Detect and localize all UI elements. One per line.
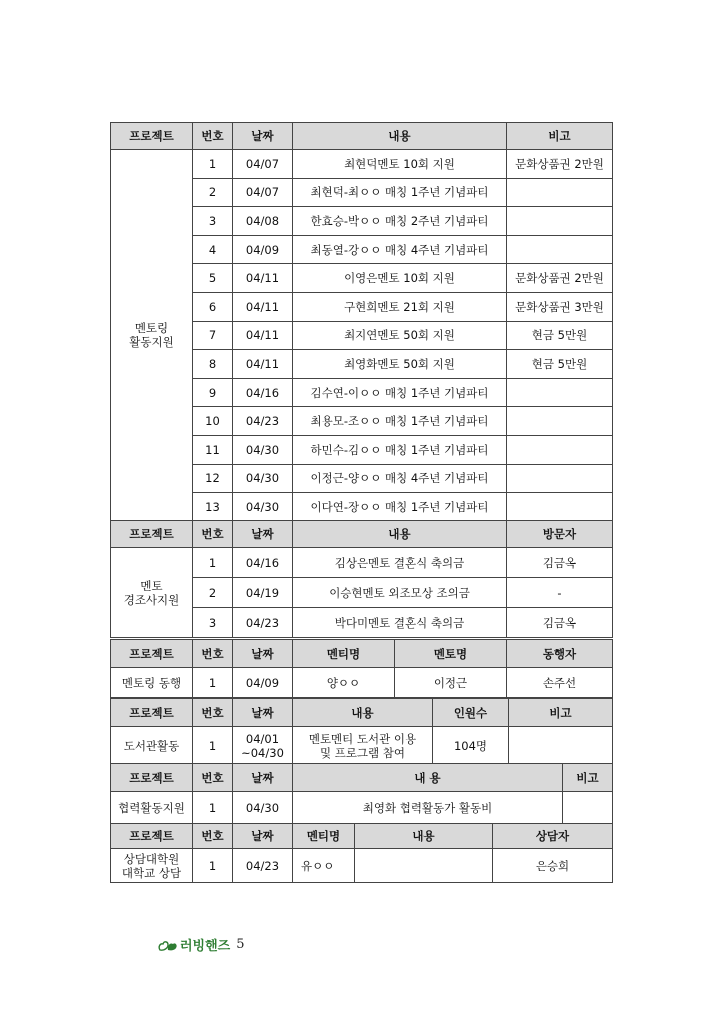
row-number: 1 xyxy=(193,727,233,765)
page-number: 5 xyxy=(236,937,245,952)
row-note xyxy=(507,464,613,493)
row-number: 3 xyxy=(193,207,233,236)
row-mentee: 양ㅇㅇ xyxy=(293,668,395,698)
header-content: 내용 xyxy=(293,123,507,150)
row-date: 04/09 xyxy=(233,668,293,698)
row-visitor: - xyxy=(507,578,613,608)
row-mentee: 유ㅇㅇ xyxy=(293,849,355,883)
row-number: 13 xyxy=(193,493,233,522)
row-content: 최영화멘토 50회 지원 xyxy=(293,350,507,379)
row-content xyxy=(355,849,493,883)
brand-name: 러빙핸즈 xyxy=(180,939,231,954)
row-number: 12 xyxy=(193,464,233,493)
header-date: 날짜 xyxy=(233,640,293,668)
header-note: 비고 xyxy=(507,123,613,150)
row-number: 10 xyxy=(193,407,233,436)
row-counselor: 은승희 xyxy=(493,849,613,883)
row-content: 하민수-김ㅇㅇ 매칭 1주년 기념파티 xyxy=(293,435,507,464)
row-number: 11 xyxy=(193,435,233,464)
row-content: 구현희멘토 21회 지원 xyxy=(293,292,507,321)
table-header-row xyxy=(111,824,613,849)
row-note: 현금 5만원 xyxy=(507,350,613,379)
row-note xyxy=(507,235,613,264)
row-number: 8 xyxy=(193,350,233,379)
row-content: 최현덕-최ㅇㅇ 매칭 1주년 기념파티 xyxy=(293,178,507,207)
header-number: 번호 xyxy=(193,640,233,668)
project-cell: 협력활동지원 xyxy=(111,792,193,824)
row-mentor: 이정근 xyxy=(395,668,507,698)
header-project: 프로젝트 xyxy=(111,699,193,727)
header-number: 번호 xyxy=(193,699,233,727)
row-date: 04/01 ~04/30 xyxy=(233,727,293,765)
row-date: 04/19 xyxy=(233,578,293,608)
row-visitor: 김금옥 xyxy=(507,548,613,578)
project-cell: 도서관활동 xyxy=(111,727,193,765)
row-note xyxy=(507,435,613,464)
row-headcount: 104명 xyxy=(433,727,509,765)
row-companion: 손주선 xyxy=(507,668,613,698)
row-number: 2 xyxy=(193,578,233,608)
header-content: 내용 xyxy=(293,699,433,727)
counseling-table xyxy=(110,823,613,883)
row-date: 04/08 xyxy=(233,207,293,236)
row-note xyxy=(507,407,613,436)
row-date: 04/23 xyxy=(233,849,293,883)
table-row xyxy=(111,727,613,765)
header-project: 프로젝트 xyxy=(111,123,193,150)
row-content: 최용모-조ㅇㅇ 매칭 1주년 기념파티 xyxy=(293,407,507,436)
table-row xyxy=(111,668,613,698)
row-note: 현금 5만원 xyxy=(507,321,613,350)
row-content: 김상은멘토 결혼식 축의금 xyxy=(293,548,507,578)
row-note: 문화상품권 2만원 xyxy=(507,264,613,293)
table-row xyxy=(111,849,613,883)
row-content: 이정근-양ㅇㅇ 매칭 4주년 기념파티 xyxy=(293,464,507,493)
row-number: 1 xyxy=(193,150,233,179)
row-note xyxy=(563,792,613,824)
row-number: 4 xyxy=(193,235,233,264)
row-date: 04/30 xyxy=(233,435,293,464)
row-note xyxy=(507,493,613,522)
mentoring-support-table xyxy=(110,122,613,522)
header-date: 날짜 xyxy=(233,123,293,150)
cooperative-activity-table xyxy=(110,763,613,824)
header-number: 번호 xyxy=(193,521,233,548)
header-number: 번호 xyxy=(193,824,233,849)
header-date: 날짜 xyxy=(233,521,293,548)
row-date: 04/30 xyxy=(233,792,293,824)
row-content: 최현덕멘토 10회 지원 xyxy=(293,150,507,179)
header-project: 프로젝트 xyxy=(111,764,193,792)
row-content: 김수연-이ㅇㅇ 매칭 1주년 기념파티 xyxy=(293,378,507,407)
row-date: 04/09 xyxy=(233,235,293,264)
row-note: 문화상품권 3만원 xyxy=(507,292,613,321)
header-project: 프로젝트 xyxy=(111,640,193,668)
project-cell: 상담대학원 대학교 상담 xyxy=(111,849,193,883)
header-number: 번호 xyxy=(193,123,233,150)
header-date: 날짜 xyxy=(233,824,293,849)
header-mentee: 멘티명 xyxy=(293,824,355,849)
table-row xyxy=(111,150,613,179)
row-date: 04/30 xyxy=(233,493,293,522)
row-number: 1 xyxy=(193,792,233,824)
header-note: 비고 xyxy=(563,764,613,792)
mentor-events-table xyxy=(110,520,613,638)
header-headcount: 인원수 xyxy=(433,699,509,727)
header-mentor: 멘토명 xyxy=(395,640,507,668)
row-number: 5 xyxy=(193,264,233,293)
header-mentee: 멘티명 xyxy=(293,640,395,668)
row-date: 04/07 xyxy=(233,178,293,207)
project-cell: 멘토 경조사지원 xyxy=(111,548,193,638)
row-date: 04/30 xyxy=(233,464,293,493)
library-activity-table xyxy=(110,698,613,765)
row-note xyxy=(507,207,613,236)
row-date: 04/07 xyxy=(233,150,293,179)
header-project: 프로젝트 xyxy=(111,824,193,849)
header-visitor: 방문자 xyxy=(507,521,613,548)
row-content: 이영은멘토 10회 지원 xyxy=(293,264,507,293)
row-number: 1 xyxy=(193,548,233,578)
project-cell: 멘토링 동행 xyxy=(111,668,193,698)
row-number: 2 xyxy=(193,178,233,207)
header-date: 날짜 xyxy=(233,699,293,727)
row-number: 9 xyxy=(193,378,233,407)
row-content: 이승현멘토 외조모상 조의금 xyxy=(293,578,507,608)
table-header-row xyxy=(111,521,613,548)
table-header-row xyxy=(111,764,613,792)
header-project: 프로젝트 xyxy=(111,521,193,548)
header-content: 내 용 xyxy=(293,764,563,792)
row-content: 한효승-박ㅇㅇ 매칭 2주년 기념파티 xyxy=(293,207,507,236)
header-content: 내용 xyxy=(293,521,507,548)
row-note xyxy=(509,727,613,765)
row-date: 04/11 xyxy=(233,292,293,321)
row-date: 04/23 xyxy=(233,608,293,638)
row-visitor: 김금옥 xyxy=(507,608,613,638)
row-content: 최지연멘토 50회 지원 xyxy=(293,321,507,350)
row-date: 04/23 xyxy=(233,407,293,436)
table-row xyxy=(111,548,613,578)
header-companion: 동행자 xyxy=(507,640,613,668)
table-header-row xyxy=(111,640,613,668)
row-number: 6 xyxy=(193,292,233,321)
table-header-row xyxy=(111,699,613,727)
header-date: 날짜 xyxy=(233,764,293,792)
row-content: 이다연-장ㅇㅇ 매칭 1주년 기념파티 xyxy=(293,493,507,522)
table-header-row xyxy=(111,123,613,150)
row-date: 04/11 xyxy=(233,321,293,350)
row-note xyxy=(507,178,613,207)
page-footer xyxy=(158,935,245,954)
row-content: 최동열-강ㅇㅇ 매칭 4주년 기념파티 xyxy=(293,235,507,264)
header-content: 내용 xyxy=(355,824,493,849)
header-note: 비고 xyxy=(509,699,613,727)
row-date: 04/11 xyxy=(233,350,293,379)
row-date: 04/16 xyxy=(233,548,293,578)
row-number: 7 xyxy=(193,321,233,350)
header-number: 번호 xyxy=(193,764,233,792)
row-number: 3 xyxy=(193,608,233,638)
row-date: 04/16 xyxy=(233,378,293,407)
row-content: 최영화 협력활동가 활동비 xyxy=(293,792,563,824)
table-row xyxy=(111,792,613,824)
row-note xyxy=(507,378,613,407)
header-counselor: 상담자 xyxy=(493,824,613,849)
row-note: 문화상품권 2만원 xyxy=(507,150,613,179)
row-number: 1 xyxy=(193,849,233,883)
row-content: 박다미멘토 결혼식 축의금 xyxy=(293,608,507,638)
loving-hands-logo-icon xyxy=(158,937,178,953)
project-cell: 멘토링 활동지원 xyxy=(111,150,193,522)
row-date: 04/11 xyxy=(233,264,293,293)
mentoring-escort-table xyxy=(110,639,613,698)
row-number: 1 xyxy=(193,668,233,698)
row-content: 멘토멘티 도서관 이용 및 프로그램 참여 xyxy=(293,727,433,765)
